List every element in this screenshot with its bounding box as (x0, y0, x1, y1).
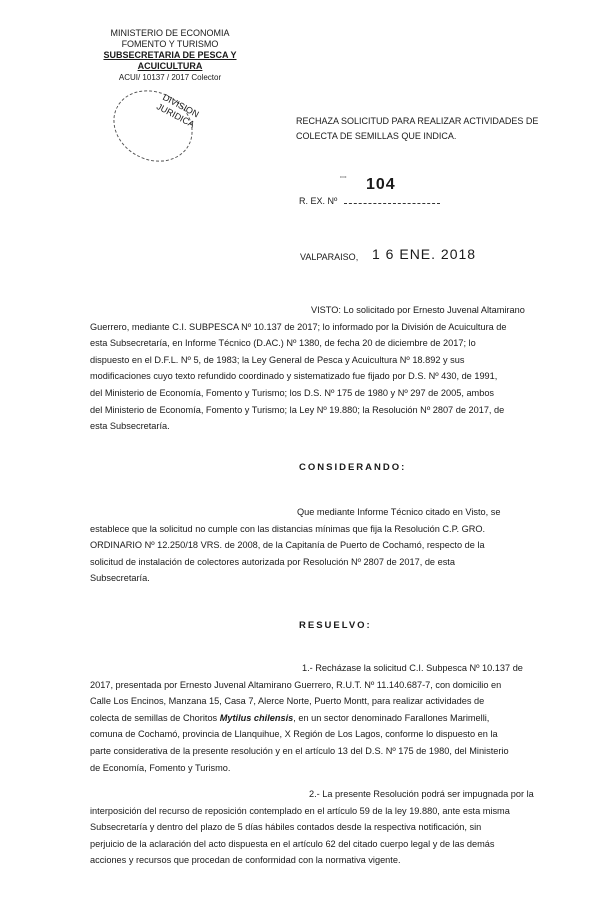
resuelvo-line: perjuicio de la aclaración del acto dispuesta en el artículo 62 del citado cuerpo legal y de las demás (90, 838, 495, 849)
resolution-subject (296, 114, 556, 144)
official-stamp-text: DIVISION JURIDICA (154, 92, 201, 130)
header-line-reference: ACUI/ 10137 / 2017 Colector (118, 73, 222, 82)
species-name: Mytilus chilensis (219, 712, 294, 723)
visto-section (90, 302, 540, 435)
considerando-line: establece que la solicitud no cumple con las distancias mínimas que fija la Resolución C.P. GRO. (90, 523, 486, 534)
resuelvo-line: comuna de Cochamó, provincia de Llanquihue, X Región de Los Lagos, conforme lo dispuesto en la (90, 729, 498, 740)
species-prefix: colecta de semillas de Choritos (90, 712, 220, 723)
resuelvo-line: parte considerativa de la presente resolución y en el artículo 13 del D.S. Nº 175 de 1980, del Ministerio (90, 745, 509, 756)
considerando-line: ORDINARIO Nº 12.250/18 VRS. de 2008, de la Capitanía de Puerto de Cochamó, respecto de la (90, 540, 485, 551)
resolution-number: 104 (366, 176, 396, 193)
subject-line-1: RECHAZA SOLICITUD PARA REALIZAR ACTIVIDADES DE (296, 116, 539, 126)
considerando-line: Que mediante Informe Técnico citado en Visto, se (297, 507, 501, 517)
visto-line: del Ministerio de Economía, Fomento y Turismo; la Ley Nº 19.880; la Resolución Nº 2807 de 2017, de (90, 404, 505, 415)
considerando-heading: CONSIDERANDO: (299, 462, 407, 473)
resuelvo-line: 1.- Recházase la solicitud C.I. Subpesca Nº 10.137 de (302, 663, 523, 673)
number-small-mark: ꟷ (340, 173, 347, 182)
visto-line: modificaciones cuyo texto refundido coordinado y sistematizado fue fijado por D.S. Nº 430, de 1991, (90, 371, 498, 382)
resuelvo-line: de Economía, Fomento y Turismo. (90, 762, 231, 773)
header-line-subsecretaria: SUBSECRETARIA DE PESCA Y ACUICULTURA (103, 50, 237, 71)
resuelvo-line: Subsecretaría y dentro del plazo de 5 días hábiles contados desde la respectiva notificación, sin (90, 822, 482, 833)
header-line-fomento: FOMENTO Y TURISMO (121, 39, 219, 49)
subject-line-2: COLECTA DE SEMILLAS QUE INDICA. (296, 131, 457, 141)
visto-line: VISTO: Lo solicitado por Ernesto Juvenal Altamirano (311, 305, 525, 315)
resuelvo-line: interposición del recurso de reposición contemplado en el artículo 59 de la ley 19.880, ante esta misma (90, 805, 510, 816)
resuelvo-line: 2.- La presente Resolución podrá ser impugnada por la (309, 789, 534, 799)
visto-line: esta Subsecretaría, en Informe Técnico (D.AC.) Nº 1380, de fecha 20 de diciembre de 2017; lo (90, 338, 476, 349)
resuelvo-paragraph-1 (90, 660, 540, 776)
visto-line: esta Subsecretaría. (90, 421, 170, 432)
date-city: VALPARAISO, (300, 252, 359, 262)
considerando-section (90, 504, 540, 587)
resuelvo-line: acciones y recursos que procedan de conformidad con la normativa vigente. (90, 855, 401, 866)
visto-line: dispuesto en el D.F.L. Nº 5, de 1983; la Ley General de Pesca y Acuicultura Nº 18.892 y sus (90, 354, 465, 365)
header-line-ministry: MINISTERIO DE ECONOMIA (110, 28, 230, 38)
resolution-underline (344, 203, 440, 204)
species-suffix: , en un sector denominado Farallones Marimelli, (293, 712, 490, 723)
resuelvo-line: Calle Los Encinos, Manzana 15, Casa 7, Alerce Norte, Puerto Montt, para realizar actividades de (90, 696, 485, 707)
considerando-line: solicitud de instalación de colectores autorizada por Resolución Nº 2807 de 2017, de esta (90, 556, 455, 567)
visto-line: del Ministerio de Economía, Fomento y Turismo; los D.S. Nº 175 de 1980 y Nº 297 de 2005, ambos (90, 387, 495, 398)
resuelvo-paragraph-2 (90, 786, 540, 869)
resuelvo-line: 2017, presentada por Ernesto Juvenal Altamirano Guerrero, R.U.T. Nº 11.140.687-7, con domicilio en (90, 679, 502, 690)
resuelvo-line-species (90, 710, 540, 727)
considerando-line: Subsecretaría. (90, 573, 150, 584)
resolution-label-text: R. EX. Nº (299, 196, 338, 206)
ministry-header (90, 28, 250, 83)
visto-line: Guerrero, mediante C.I. SUBPESCA Nº 10.137 de 2017; lo informado por la División de Acuicultura de (90, 321, 507, 332)
date-value: 1 6 ENE. 2018 (372, 246, 477, 262)
resuelvo-heading: RESUELVO: (299, 620, 372, 631)
resolution-label (299, 196, 440, 206)
